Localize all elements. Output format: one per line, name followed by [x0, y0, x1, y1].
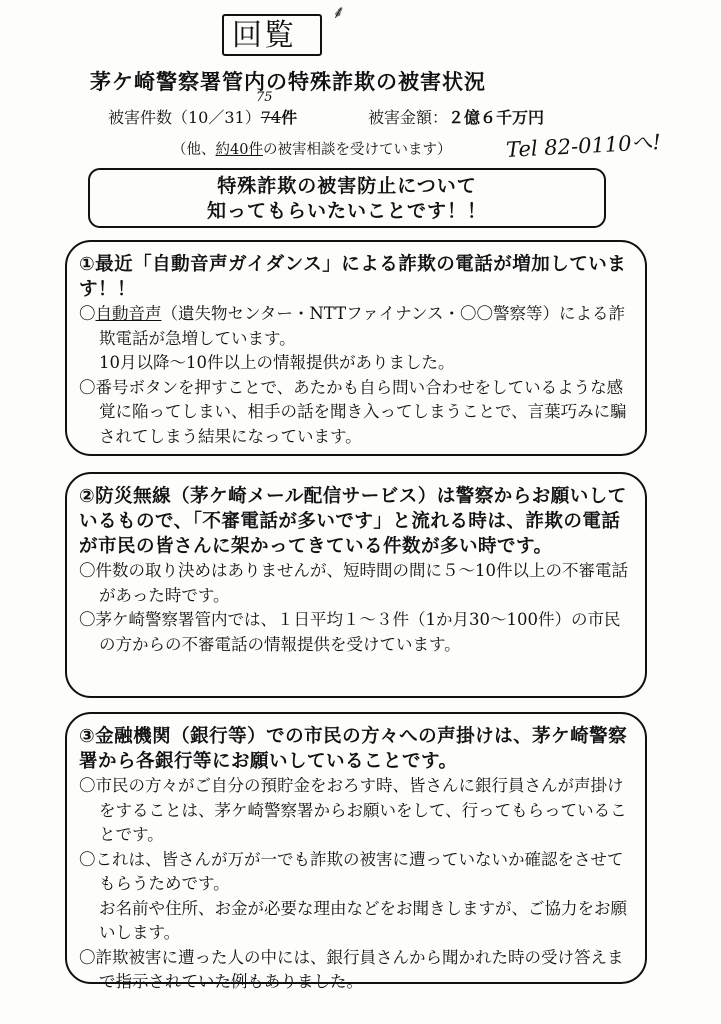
handwritten-count: 75 [256, 90, 273, 105]
list-item: 〇これは、皆さんが万が一でも詐欺の被害に遭っていないか確認をさせてもらうためです。 [79, 849, 624, 893]
list-item: 〇茅ケ崎警察署管内では、１日平均１～３件（1か月30～100件）の市民の方からの不審電話の情報提供を受けています。 [79, 610, 621, 654]
section-heading: ③金融機関（銀行等）での市民の方々への声掛けは、茅ケ崎警察署から各銀行等にお願いしていることです。 [79, 726, 628, 772]
list-item: 〇番号ボタンを押すことで、あたかも自ら問い合わせをしているような感覚に陥ってしまい、相手の話を聞き入ってしまうことで、言葉巧みに騙されてしまう結果になっています。 [79, 377, 627, 446]
damage-count-label: 被害件数（10／31） [108, 108, 261, 127]
section-auto-voice [65, 240, 647, 456]
damage-amount [368, 105, 544, 128]
damage-amount-label: 被害金額： [368, 108, 449, 127]
item-continuation: 10月以降～10件以上の情報提供がありました。 [99, 353, 455, 372]
stamp-flourish-icon: ⸙ [332, 2, 346, 23]
list-item: 〇市民の方々がご自分の預貯金をおろす時、皆さんに銀行員さんが声掛けをすることは、茅ケ崎警察署からお願いをして、行ってもらっていることです。 [79, 776, 627, 844]
consult-prefix: （他、 [172, 142, 216, 158]
section-heading: ②防災無線（茅ケ崎メール配信サービス）は警察からお願いしているもので、「不審電話が多いです」と流れる時は、詐欺の電話が市民の皆さんに架かってきている件数が多い時です。 [79, 486, 627, 557]
item-text: これは、皆さんが万が一でも詐欺の被害に遭っていないか確認をさせてもらうためです。 [95, 849, 624, 893]
item-continuation: お名前や住所、お金が必要な理由などをお聞きしますが、ご協力をお願いします。 [99, 898, 627, 942]
damage-count [108, 105, 297, 128]
item-text: （遺失物センター・NTTファイナンス・〇〇警察等）による詐欺電話が急増しています。 [99, 304, 625, 348]
item-text: 件数の取り決めはありませんが、短時間の間に５～10件以上の不審電話があった時です。 [95, 561, 628, 605]
notice-heading-line2: 知ってもらいたいことです！！ [206, 200, 487, 222]
item-underlined: 自動音声 [95, 304, 162, 323]
section-disaster-radio [65, 472, 647, 698]
list-item: 〇自動音声（遺失物センター・NTTファイナンス・〇〇警察等）による詐欺電話が急増しています。 [79, 304, 625, 348]
item-text: 市民の方々がご自分の預貯金をおろす時、皆さんに銀行員さんが声掛けをすることは、茅ケ崎警察署からお願いをして、行ってもらっていることです。 [95, 776, 627, 844]
notice-heading [88, 168, 606, 228]
consult-suffix: の被害相談を受けています） [262, 142, 452, 158]
damage-amount-value: ２億６千万円 [448, 108, 545, 127]
consultation-note [172, 138, 451, 159]
item-text: 番号ボタンを押すことで、あたかも自ら問い合わせをしているような感覚に陥ってしまい、相手の話を聞き入ってしまうことで、言葉巧みに騙されてしまう結果になっています。 [95, 377, 627, 446]
section-heading: ①最近「自動音声ガイダンス」による詐欺の電話が増加しています！！ [79, 254, 627, 300]
item-text: 詐欺被害に遭った人の中には、銀行員さんから聞かれた時の受け答えまで指示されていた例もありました。 [95, 947, 624, 991]
notice-heading-line1: 特殊詐欺の被害防止について [217, 175, 477, 197]
consult-count: 約40件 [215, 142, 263, 158]
section-bank-greeting [65, 712, 647, 991]
damage-count-unit: 件 [281, 108, 298, 127]
item-text: 茅ケ崎警察署管内では、１日平均１～３件（1か月30～100件）の市民の方からの不審電話の情報提供を受けています。 [95, 610, 621, 654]
handwritten-tel-note: Tel 82-0110へ! [505, 129, 662, 163]
damage-count-struck: 74 [260, 108, 282, 127]
page-title: 茅ケ崎警察署管内の特殊詐欺の被害状況 [90, 70, 486, 94]
list-item: 〇件数の取り決めはありませんが、短時間の間に５～10件以上の不審電話があった時です。 [79, 561, 628, 605]
circulation-stamp: 回覧 [222, 14, 322, 56]
list-item: 〇詐欺被害に遭った人の中には、銀行員さんから聞かれた時の受け答えまで指示されていた例もありました。 [79, 947, 624, 991]
